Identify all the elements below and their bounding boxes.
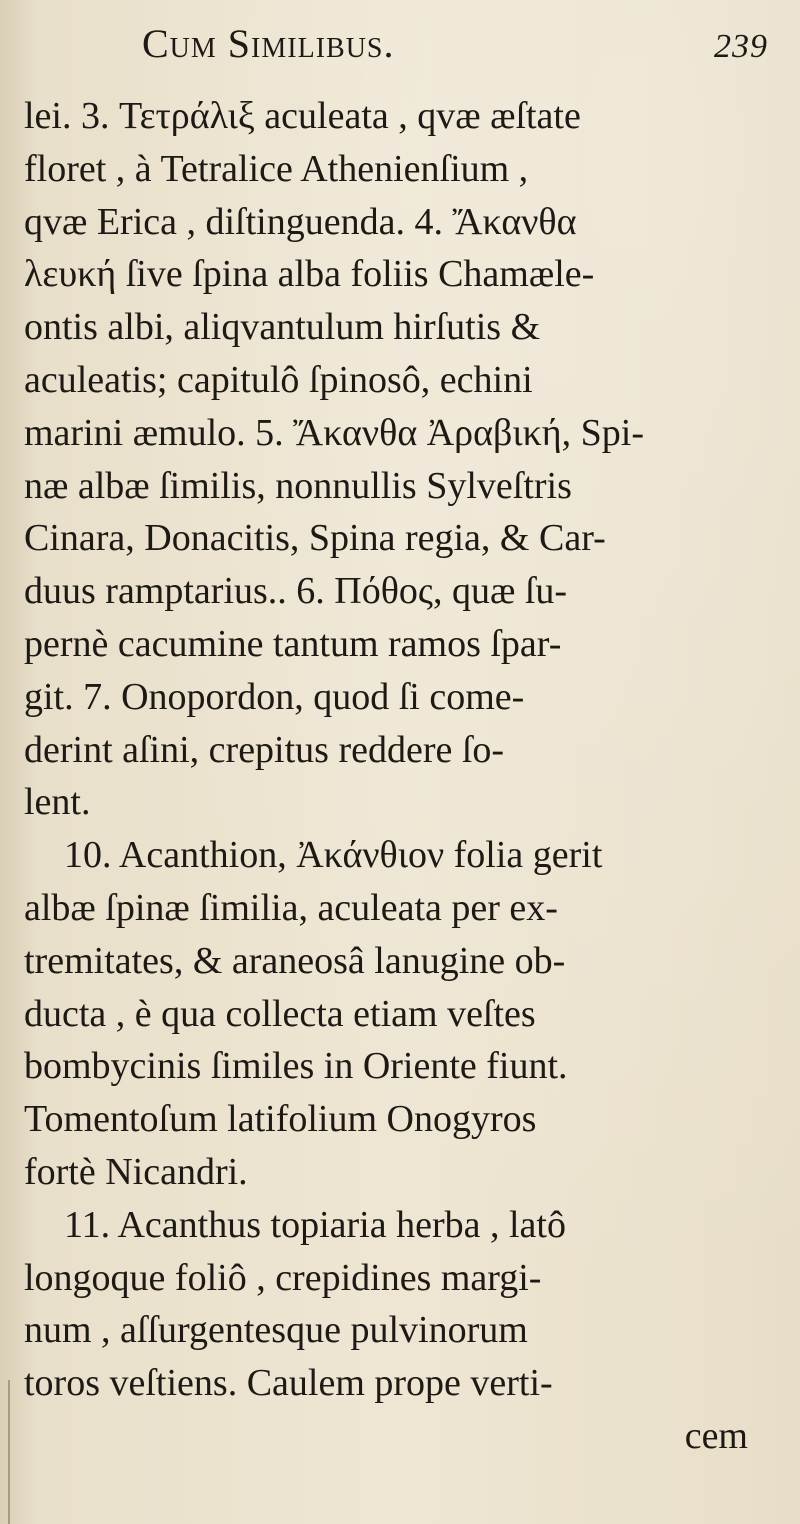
text-line: longoque foliô , crepidines margi- bbox=[24, 1256, 542, 1299]
page-number: 239 bbox=[714, 28, 768, 65]
text-line: git. 7. Onopordon, quod ſi come- bbox=[24, 675, 525, 718]
running-title: Cum Similibus. bbox=[142, 21, 395, 66]
text-line: num , aſſurgentesque pulvinorum bbox=[24, 1309, 528, 1352]
running-head bbox=[24, 20, 778, 90]
text-line: tremitates, & araneosâ lanugine ob- bbox=[24, 939, 566, 982]
gutter-shadow bbox=[8, 1380, 10, 1524]
text-line: toros veſtiens. Caulem prope verti- bbox=[24, 1362, 553, 1405]
text-line: aculeatis; capitulô ſpinosô, echini bbox=[24, 358, 533, 401]
text-line: Cinara, Donacitis, Spina regia, & Car- bbox=[24, 517, 606, 560]
text-line: fortè Nicandri. bbox=[24, 1150, 248, 1193]
paragraph-start-line: 10. Acanthion, Ἀκάνθιον folia gerit bbox=[64, 834, 603, 877]
text-line: floret , à Tetralice Athenienſium , bbox=[24, 147, 529, 190]
text-line: pernè cacumine tantum ramos ſpar- bbox=[24, 622, 562, 665]
text-line: Tomentoſum latifolium Onogyros bbox=[24, 1098, 537, 1141]
text-line: ducta , è qua collecta etiam veſtes bbox=[24, 992, 536, 1035]
text-line: λευκή ſive ſpina alba foliis Chamæle- bbox=[24, 253, 595, 296]
catchword: cem bbox=[684, 1414, 748, 1457]
text-line: qvæ Erica , diſtinguenda. 4. Ἄκανθα bbox=[24, 200, 577, 243]
text-line: lent. bbox=[24, 781, 91, 824]
text-line: bombycinis ſimiles in Oriente fiunt. bbox=[24, 1045, 568, 1088]
body-text bbox=[24, 90, 778, 1463]
text-line: næ albæ ſimilis, nonnullis Sylveſtris bbox=[24, 464, 572, 507]
text-line: lei. 3. Τετράλιξ aculeata , qvæ æſtate bbox=[24, 95, 581, 137]
text-line: albæ ſpinæ ſimilia, aculeata per ex- bbox=[24, 886, 558, 929]
text-line: derint aſini, crepitus reddere ſo- bbox=[24, 728, 505, 771]
text-line: duus ramptarius.. 6. Πόθος, quæ ſu- bbox=[24, 570, 568, 613]
paragraph-start-line: 11. Acanthus topiaria herba , latô bbox=[64, 1203, 566, 1246]
text-line: marini æmulo. 5. Ἄκανθα Ἀραβική, Spi- bbox=[24, 411, 644, 454]
text-line: ontis albi, aliqvantulum hirſutis & bbox=[24, 306, 541, 349]
